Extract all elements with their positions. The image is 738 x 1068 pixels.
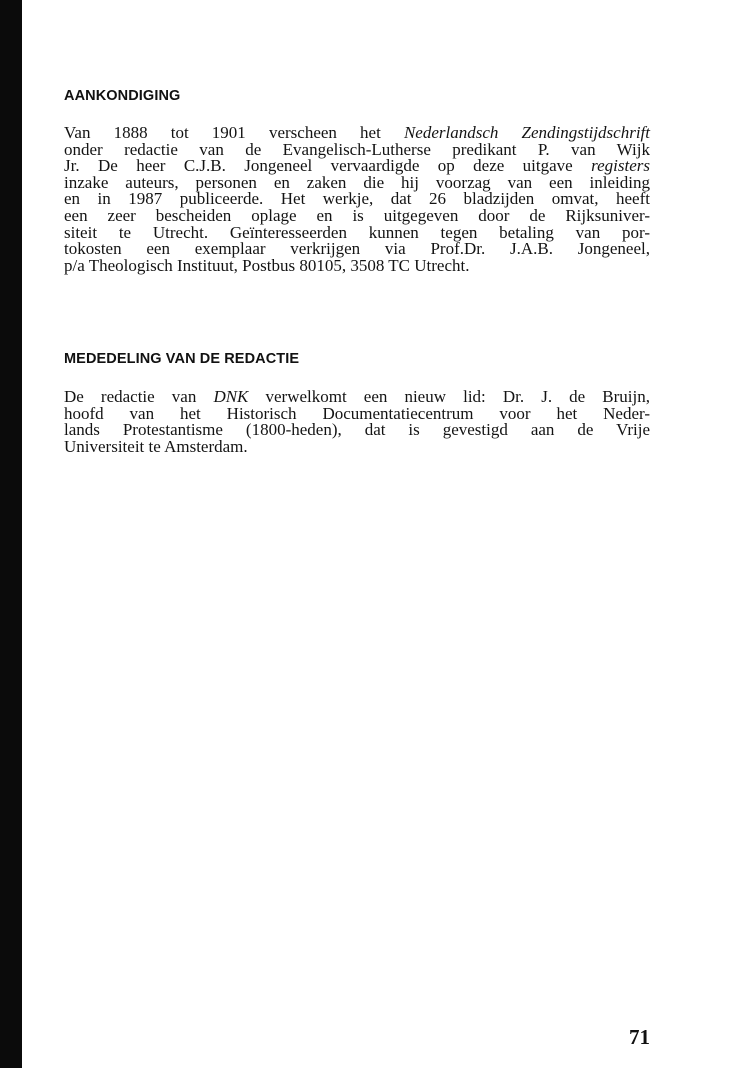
- text-line: een zeer bescheiden oplage en is uitgegeven door de Rijksuniver-: [64, 205, 650, 225]
- text-line: hoofd van het Historisch Documentatiecentrum voor het Neder-: [64, 403, 650, 423]
- text-line: inzake auteurs, personen en zaken die hij voorzag van een inleiding: [64, 172, 650, 192]
- page-binding-edge: [0, 0, 22, 1068]
- document-page: [64, 0, 650, 1068]
- text-line: en in 1987 publiceerde. Het werkje, dat 26 bladzijden omvat, heeft: [64, 189, 650, 209]
- text-line: tokosten een exemplaar verkrijgen via Prof.Dr. J.A.B. Jongeneel,: [64, 239, 650, 259]
- announcement-heading: AANKONDIGING: [64, 88, 181, 104]
- text-line: onder redactie van de Evangelisch-Lutherse predikant P. van Wijk: [64, 139, 650, 159]
- text-line: Jr. De heer C.J.B. Jongeneel vervaardigde op deze uitgave registers: [64, 156, 650, 176]
- text-line: Universiteit te Amsterdam.: [64, 436, 248, 456]
- page-number: 71: [629, 1025, 650, 1049]
- text-line: siteit te Utrecht. Geïnteresseerden kunnen tegen betaling van por-: [64, 222, 650, 242]
- announcement-paragraph: [64, 125, 650, 274]
- text-line: De redactie van DNK verwelkomt een nieuw lid: Dr. J. de Bruijn,: [64, 387, 650, 406]
- text-line: Van 1888 tot 1901 verscheen het Nederlandsch Zendingstijdschrift: [64, 123, 650, 142]
- editorial-notice-heading: MEDEDELING VAN DE REDACTIE: [64, 351, 300, 367]
- text-line: p/a Theologisch Instituut, Postbus 80105, 3508 TC Utrecht.: [64, 255, 470, 275]
- editorial-notice-paragraph: [64, 389, 650, 455]
- text-line: lands Protestantisme (1800-heden), dat is gevestigd aan de Vrije: [64, 420, 650, 440]
